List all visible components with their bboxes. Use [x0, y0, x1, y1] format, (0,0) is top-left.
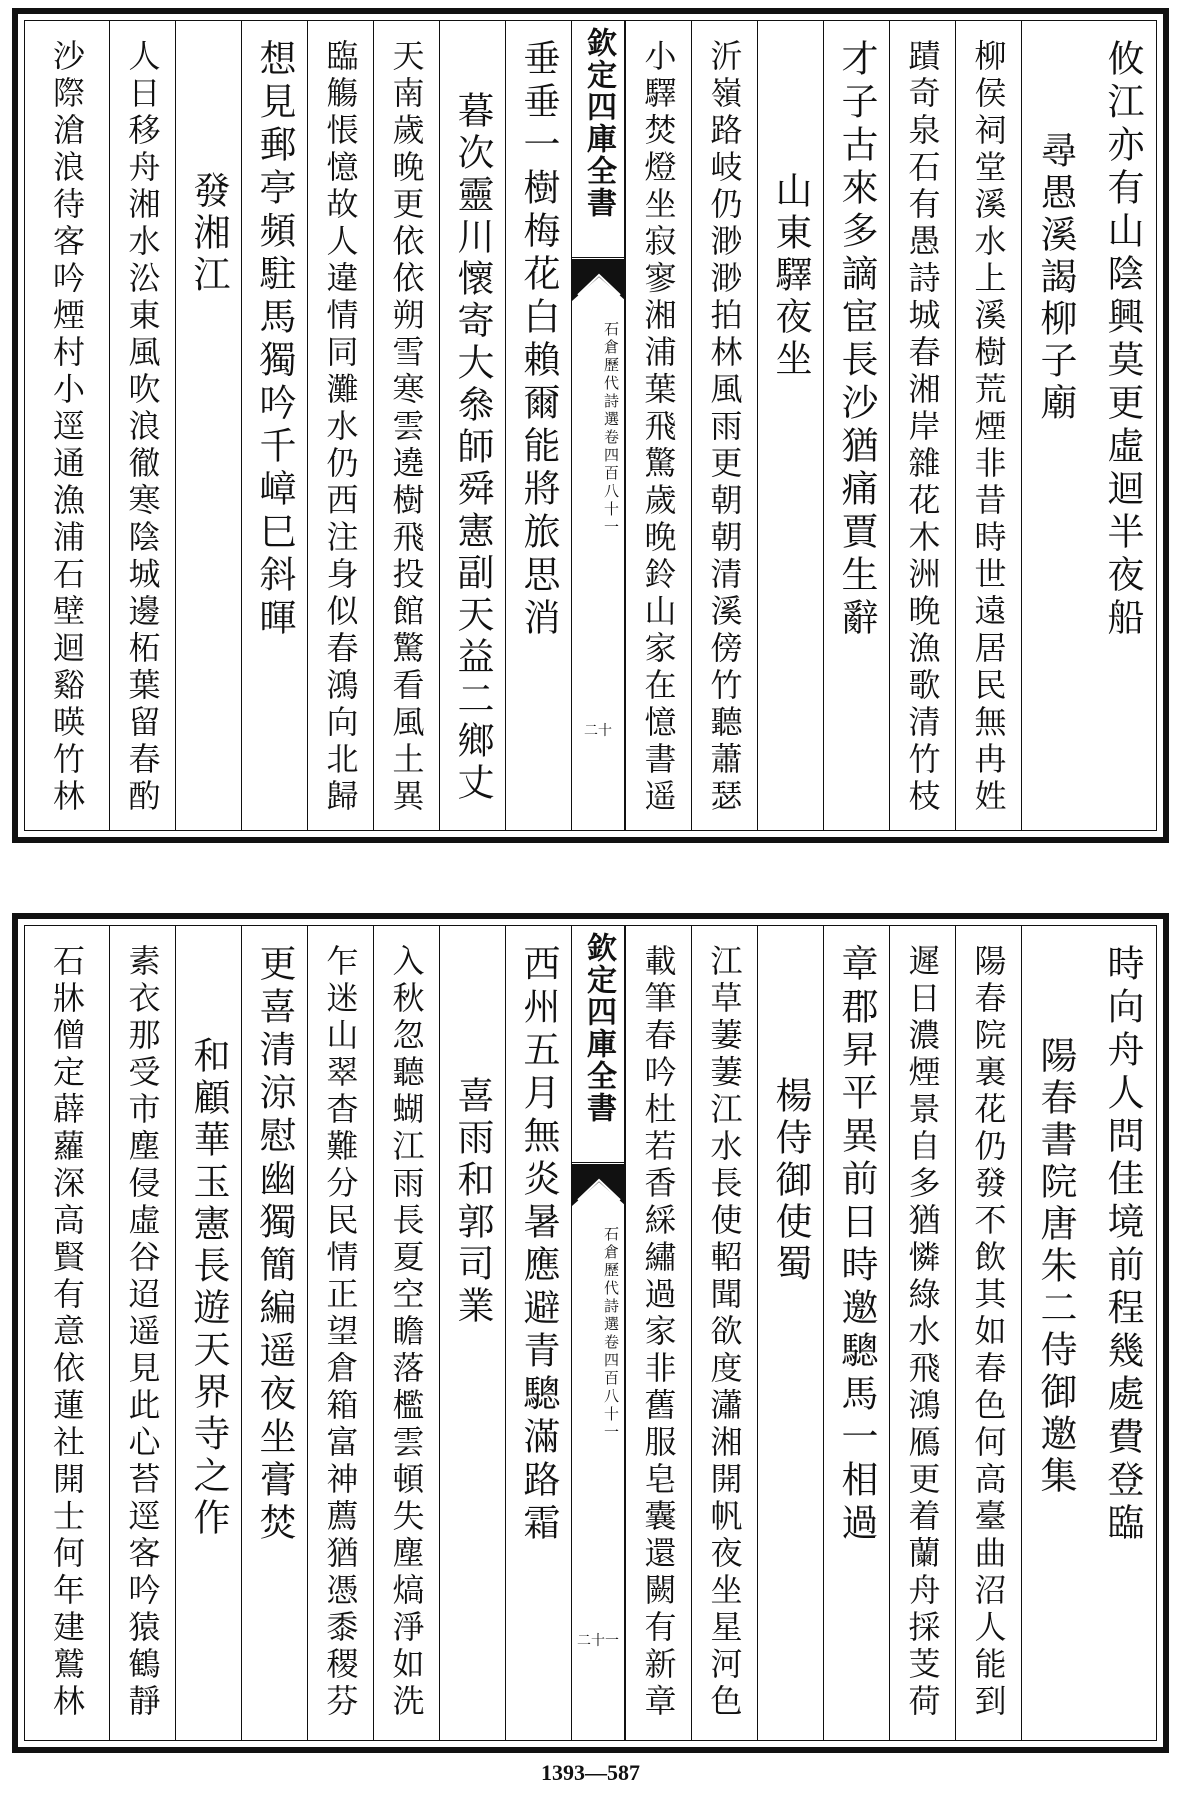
column-text: 入秋忽聽蝴江雨長夏空瞻落檻雲頓失塵熇淨如洗 [387, 944, 426, 1721]
text-column [25, 21, 109, 830]
text-column [1021, 926, 1089, 1740]
column-text: 攸江亦有山陰興莫更虛迴半夜船 [1101, 39, 1144, 641]
column-text: 素衣那受市塵侵虛谷迢遥見此心苔逕客吟猿鶴靜 [123, 944, 162, 1721]
spine-source-line: 石倉歷代詩選 [602, 321, 620, 429]
text-column [439, 926, 505, 1740]
text-column [757, 926, 823, 1740]
column-text: 石牀僧定薜蘿深高賢有意依蓮社開士何年建鷲林 [48, 944, 86, 1721]
spine-title: 欽定四庫全書 [572, 27, 624, 258]
text-column [109, 926, 175, 1740]
text-column [241, 21, 307, 830]
column-text: 載筆春吟杜若香綵繡過家非舊服皂囊還闕有新章 [639, 944, 678, 1721]
text-column [175, 21, 241, 830]
text-column [955, 21, 1021, 830]
text-column [109, 21, 175, 830]
column-text: 小驛焚燈坐寂寥湘浦葉飛驚歲晚鈴山家在憶書遥 [639, 39, 678, 816]
text-column [241, 926, 307, 1740]
column-text: 西州五月無炎暑應避青驄滿路霜 [517, 944, 560, 1546]
text-column [889, 21, 955, 830]
center-spine [571, 21, 625, 830]
spine-volume-line: 卷四百八十一 [602, 1334, 620, 1442]
column-text: 人日移舟湘水㳂東風吹浪徹寒陰城邊柘葉留春酌 [123, 39, 162, 816]
spine-volume-line: 卷四百八十一 [602, 429, 620, 537]
column-text: 沙際滄浪待客吟煙村小逕通漁浦石壁迴谿暎竹林 [48, 39, 86, 816]
column-text: 陽春院裏花仍發不飲其如春色何高臺曲沼人能到 [969, 944, 1008, 1721]
text-column [691, 21, 757, 830]
text-column [439, 21, 505, 830]
column-text: 柳侯祠堂溪水上溪樹荒煙非昔時世遠居民無冉姓 [969, 39, 1008, 816]
spine-source-line: 石倉歷代詩選 [602, 1226, 620, 1334]
column-text: 時向舟人問佳境前程幾處費登臨 [1101, 944, 1144, 1546]
column-text: 天南歲晚更依依朔雪寒雲遶樹飛投館驚看風土異 [387, 39, 426, 816]
fish-tail-mark-icon [572, 1164, 626, 1206]
column-text: 更喜清涼慰幽獨簡編遥夜坐膏焚 [253, 944, 296, 1546]
poem-title: 山東驛夜坐 [769, 171, 812, 381]
text-column [1021, 21, 1089, 830]
center-spine [571, 926, 625, 1740]
text-column [889, 926, 955, 1740]
page-footer-number: 1393—587 [541, 1760, 640, 1785]
text-column [25, 926, 109, 1740]
poem-title: 暮次靈川懷寄大叅師舜憲副天益二鄉丈 [451, 91, 494, 805]
poem-title: 尋愚溪謁柳子廟 [1034, 131, 1077, 425]
poem-title: 楊侍御使蜀 [769, 1076, 812, 1286]
column-text: 乍迷山翠杳難分民情正望倉箱富神薦猶憑黍稷芬 [321, 944, 360, 1721]
text-column [1089, 21, 1156, 830]
spine-page-number: 二十一 [577, 1633, 619, 1649]
spine-source [572, 321, 624, 537]
text-column [307, 21, 373, 830]
column-text: 垂垂一樹梅花白賴爾能將旅思消 [517, 39, 560, 641]
page-upper-frame [24, 20, 1157, 831]
spine-page-number: 二十 [584, 723, 612, 739]
text-column [505, 926, 571, 1740]
poem-title: 和顧華玉憲長遊天界寺之作 [187, 1036, 230, 1540]
poem-title: 發湘江 [187, 171, 230, 297]
poem-title: 喜雨和郭司業 [451, 1076, 494, 1328]
column-text: 遲日濃煙景自多猶憐綠水飛鴻鴈更着蘭舟採芰荷 [903, 944, 942, 1721]
text-column [691, 926, 757, 1740]
text-column [505, 21, 571, 830]
text-column [955, 926, 1021, 1740]
column-text: 臨觴悵憶故人違情同灘水仍西注身似春鴻向北歸 [321, 39, 360, 816]
text-column [373, 926, 439, 1740]
text-column [175, 926, 241, 1740]
text-column [373, 21, 439, 830]
fish-tail-mark-icon [572, 259, 626, 301]
page-lower [12, 913, 1169, 1753]
column-text: 蹟奇泉石有愚詩城春湘岸雜花木洲晚漁歌清竹枝 [903, 39, 942, 816]
column-text: 想見郵亭頻駐馬獨吟千嶂巳斜暉 [253, 39, 296, 641]
column-text: 沂嶺路岐仍渺渺拍林風雨更朝朝清溪傍竹聽蕭瑟 [705, 39, 744, 816]
poem-title: 陽春書院唐朱二侍御邀集 [1034, 1036, 1077, 1498]
column-text: 才子古來多謫宦長沙猶痛賈生辭 [835, 39, 878, 641]
text-column [823, 21, 889, 830]
column-text: 江草萋萋江水長使軺聞欲度瀟湘開帆夜坐星河色 [705, 944, 744, 1721]
text-column [1089, 926, 1156, 1740]
spine-source [572, 1226, 624, 1442]
page-lower-frame [24, 925, 1157, 1741]
column-text: 章郡昇平異前日時邀驄馬一相過 [835, 944, 878, 1546]
text-column [307, 926, 373, 1740]
text-column [625, 926, 691, 1740]
spine-title: 欽定四庫全書 [572, 932, 624, 1163]
text-column [823, 926, 889, 1740]
text-column [625, 21, 691, 830]
page-upper [12, 8, 1169, 843]
text-column [757, 21, 823, 830]
